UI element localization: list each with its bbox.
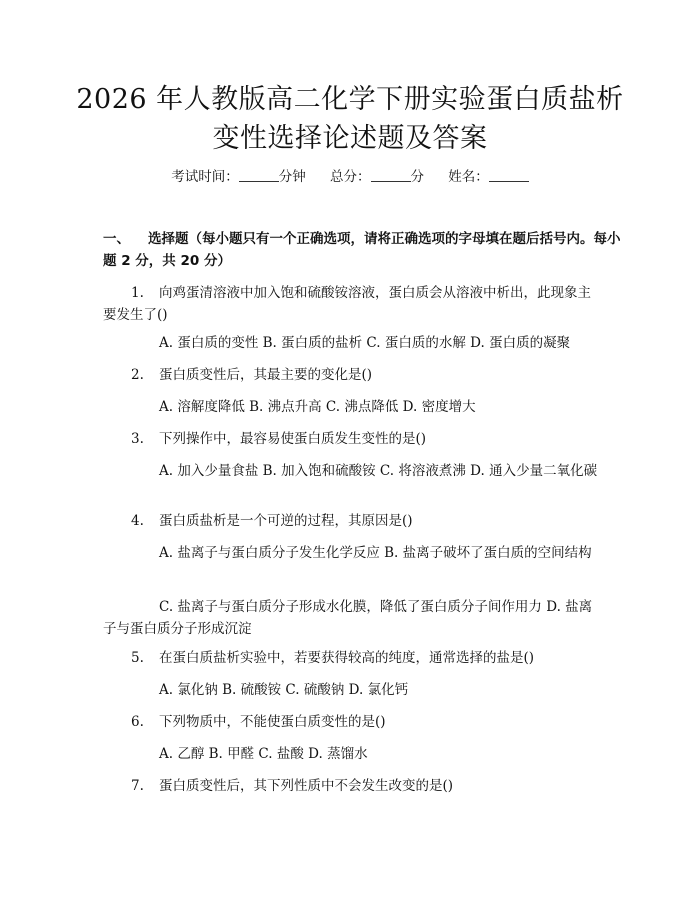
student-name-field — [448, 169, 529, 185]
total-score-blank — [371, 167, 411, 182]
question-text: 向鸡蛋清溶液中加入饱和硫酸铵溶液，蛋白质会从溶液中析出，此现象主要发生了() — [103, 285, 591, 323]
document-title-line1: 2026 年人教版高二化学下册实验蛋白质盐析 — [76, 84, 624, 115]
question-number: 3. — [131, 431, 144, 447]
question-text: 在蛋白质盐析实验中，若要获得较高的纯度，通常选择的盐是() — [159, 650, 535, 666]
section-heading-text: 选择题（每小题只有一个正确选项，请将正确选项的字母填在题后括号内。每小题 2 分，共 20 分） — [103, 231, 621, 269]
document-title-line2: 变性选择论述题及答案 — [212, 123, 488, 154]
question-number: 2. — [131, 367, 144, 383]
question-number: 7. — [131, 778, 144, 794]
question-text: 蛋白质变性后，其下列性质中不会发生改变的是() — [159, 778, 454, 794]
question-1 — [103, 282, 601, 326]
question-number: 5. — [131, 650, 144, 666]
question-text: 下列操作中，最容易使蛋白质发生变性的是() — [159, 431, 427, 447]
total-score-field — [330, 169, 424, 185]
question-5 — [103, 647, 601, 669]
question-4-options-ab: A. 盐离子与蛋白质分子发生化学反应 B. 盐离子破坏了蛋白质的空间结构 — [159, 545, 592, 561]
question-3-options: A. 加入少量食盐 B. 加入饱和硫酸铵 C. 将溶液煮沸 D. 通入少量二氧化碳 — [159, 463, 598, 479]
exam-time-label: 考试时间： — [171, 169, 239, 185]
section-number: 一、 — [103, 231, 130, 247]
total-score-unit: 分 — [410, 169, 424, 185]
question-number: 4. — [131, 513, 144, 529]
question-6 — [103, 711, 601, 733]
student-name-label: 姓名： — [448, 169, 489, 185]
question-3 — [103, 428, 601, 450]
question-2-options: A. 溶解度降低 B. 沸点升高 C. 沸点降低 D. 密度增大 — [159, 399, 476, 415]
question-5-options: A. 氯化钠 B. 硫酸铵 C. 硫酸钠 D. 氯化钙 — [159, 682, 409, 698]
question-text: 下列物质中，不能使蛋白质变性的是() — [159, 714, 386, 730]
question-2 — [103, 364, 601, 386]
question-4-options-cd: C. 盐离子与蛋白质分子形成水化膜，降低了蛋白质分子间作用力 D. 盐离子与蛋白质分子形成沉淀 — [103, 599, 593, 637]
exam-info-line — [0, 166, 700, 188]
question-text: 蛋白质盐析是一个可逆的过程，其原因是() — [159, 513, 413, 529]
total-score-label: 总分： — [330, 169, 371, 185]
question-6-options: A. 乙醇 B. 甲醛 C. 盐酸 D. 蒸馏水 — [159, 746, 368, 762]
exam-time-blank — [239, 167, 279, 182]
question-7 — [103, 775, 601, 797]
exam-time-field — [171, 169, 306, 185]
question-number: 1. — [131, 285, 144, 301]
question-text: 蛋白质变性后，其最主要的变化是() — [159, 367, 373, 383]
exam-time-unit: 分钟 — [278, 169, 306, 185]
question-4 — [103, 510, 601, 532]
student-name-blank — [489, 167, 529, 182]
question-number: 6. — [131, 714, 144, 730]
section-heading — [103, 228, 623, 272]
question-1-options: A. 蛋白质的变性 B. 蛋白质的盐析 C. 蛋白质的水解 D. 蛋白质的凝聚 — [159, 335, 571, 351]
